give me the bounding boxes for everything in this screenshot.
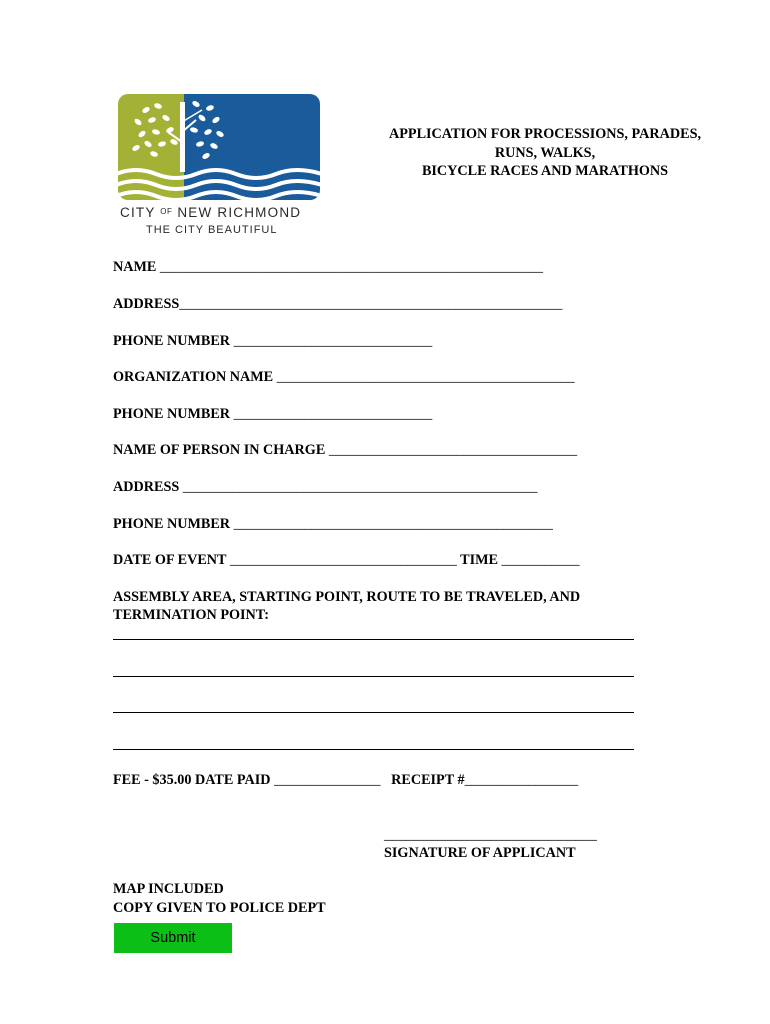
person-phone-field[interactable] [113,515,553,533]
submit-button[interactable]: Submit [114,923,232,953]
route-heading-line-1: ASSEMBLY AREA, STARTING POINT, ROUTE TO BE TRAVELED, AND [113,589,581,605]
map-included-text: MAP INCLUDED [113,881,224,897]
signature-label: SIGNATURE OF APPLICANT [384,845,576,861]
person-address-label: ADDRESS [113,479,180,495]
address-field[interactable] [113,295,562,313]
person-in-charge-blank[interactable]: ___________________________________ [328,442,578,458]
phone-number-blank[interactable]: ____________________________ [233,333,433,349]
title-line-2: RUNS, WALKS, [494,144,596,161]
title-line-1: APPLICATION FOR PROCESSIONS, PARADES, [388,126,702,142]
organization-phone-blank[interactable]: ____________________________ [233,406,433,422]
fee-date-paid-label: FEE - $35.00 DATE PAID [113,772,271,788]
signature-blank[interactable]: ______________________________ [384,827,597,843]
phone-number-field[interactable] [113,332,432,350]
date-of-event-blank[interactable]: ________________________________ [229,552,457,568]
date-paid-blank[interactable]: _______________ [274,772,381,788]
route-line-4[interactable] [113,749,634,750]
organization-phone-field[interactable] [113,405,432,423]
date-of-event-field[interactable] [113,551,580,569]
form-title [360,125,730,181]
address-blank[interactable]: ______________________________________________________ [179,296,563,312]
receipt-blank[interactable]: ________________ [464,772,579,788]
copy-given-text: COPY GIVEN TO POLICE DEPT [113,900,326,916]
route-line-2[interactable] [113,676,634,677]
organization-name-field[interactable] [113,368,575,386]
person-address-blank[interactable]: __________________________________________________ [182,479,538,495]
phone-number-label: PHONE NUMBER [113,333,231,349]
route-line-1[interactable] [113,639,634,640]
organization-name-blank[interactable]: __________________________________________ [276,369,575,385]
fee-row [113,771,578,789]
person-in-charge-field[interactable] [113,441,577,459]
logo-tagline: THE CITY BEAUTIFUL [146,224,278,236]
city-logo [116,92,326,240]
route-line-3[interactable] [113,712,634,713]
time-label: TIME [460,552,498,568]
name-field[interactable] [113,258,543,276]
organization-phone-label: PHONE NUMBER [113,406,231,422]
time-blank[interactable]: ___________ [501,552,580,568]
receipt-label: RECEIPT # [391,772,465,788]
person-phone-blank[interactable]: _____________________________________________ [233,516,553,532]
person-in-charge-label: NAME OF PERSON IN CHARGE [113,442,326,458]
person-address-field[interactable] [113,478,537,496]
signature-line[interactable] [384,826,597,844]
title-line-3: BICYCLE RACES AND MARATHONS [421,163,669,179]
address-label: ADDRESS [113,296,180,312]
route-heading-line-2: TERMINATION POINT: [113,607,269,623]
person-phone-label: PHONE NUMBER [113,516,231,532]
date-of-event-label: DATE OF EVENT [113,552,227,568]
name-blank[interactable]: ______________________________________________________ [159,259,543,275]
tree-river-emblem-icon [116,92,322,202]
logo-city-name: CITY $^{OF}$ NEW RICHMOND [120,205,302,220]
organization-name-label: ORGANIZATION NAME [113,369,274,385]
name-label: NAME [113,259,157,275]
